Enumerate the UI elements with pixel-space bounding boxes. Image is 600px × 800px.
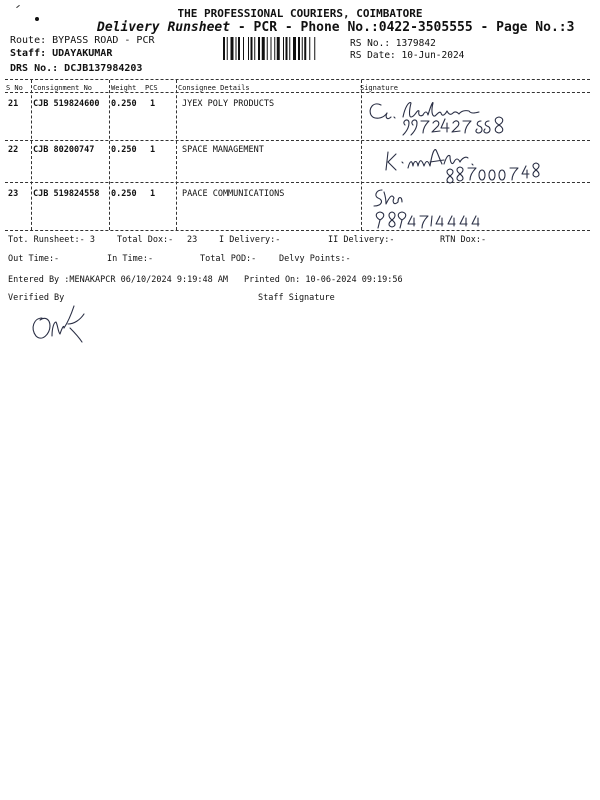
table-row-pcs: 1 [150,145,156,155]
table-row-sno: 23 [8,189,19,199]
signature-row-23-text: 9894714444 [368,186,375,187]
table-row-consignment: CJB 519824558 [33,189,100,199]
staff-label: Staff: UDAYAKUMAR [10,48,113,59]
table-row-weight: 0.250 [111,99,137,109]
column-divider [109,80,110,230]
table-row-sno: 22 [8,145,19,155]
column-header-sno: S No [6,84,23,92]
out-time: Out Time:- [8,254,60,264]
column-header-pcs: PCS [145,84,158,92]
in-time: In Time:- [107,254,154,264]
rtn-dox: RTN Dox:- [440,235,487,245]
column-header-consignment: Consignment No [33,84,93,92]
signature-row-22-text: K. mnAhu. 8870007480 [380,140,393,141]
rs-number: RS No.: 1379842 [350,38,436,49]
table-row-consignee: JYEX POLY PRODUCTS [182,99,275,109]
column-divider [361,80,362,230]
table-row-weight: 0.250 [111,145,137,155]
barcode-image [223,37,345,60]
table-row-consignment: CJB 80200747 [33,145,95,155]
column-header-consignee: Consignee Details [178,84,250,92]
table-row-weight: 0.250 [111,189,137,199]
signature-row-21 [365,95,525,137]
total-dox-value: 23 [187,235,198,245]
drs-number: DRS No.: DCJB137984203 [10,63,143,74]
table-bottom-border [5,230,590,231]
staff-signature-label: Staff Signature [258,293,335,303]
column-divider [176,80,177,230]
table-top-border [5,79,590,80]
route-label: Route: BYPASS ROAD - PCR [10,35,155,46]
total-pod: Total POD:- [200,254,257,264]
i-delivery: I Delivery:- [219,235,281,245]
row-divider [5,182,590,183]
total-runsheet: Tot. Runsheet:- 3 [8,235,95,245]
rs-date: RS Date: 10-Jun-2024 [350,50,465,61]
signature-row-22 [380,140,540,182]
ii-delivery: II Delivery:- [328,235,395,245]
column-header-signature: Signature [360,84,398,92]
column-header-weight: Weight [111,84,137,92]
verified-by-label: Verified By [8,293,65,303]
runsheet-title [97,20,574,35]
signature-row-23 [368,186,508,230]
runsheet-title-details: - PCR - Phone No.:0422-3505555 - Page No.:3 [230,20,575,35]
table-row-sno: 21 [8,99,19,109]
table-header-border [5,92,590,93]
table-row-pcs: 1 [150,189,156,199]
runsheet-title-main: Delivery Runsheet [97,20,231,35]
column-divider [31,80,32,230]
company-name: THE PROFESSIONAL COURIERS, COIMBATORE [177,7,423,20]
table-row-consignee: SPACE MANAGEMENT [182,145,264,155]
table-row-consignee: PAACE COMMUNICATIONS [182,189,285,199]
table-row-pcs: 1 [150,99,156,109]
verifier-initials-signature [28,302,92,346]
total-dox-label: Total Dox:- [117,235,174,245]
table-row-consignment: CJB 519824600 [33,99,100,109]
printed-on: Printed On: 10-06-2024 09:19:56 [244,275,403,285]
delivery-points: Delvy Points:- [279,254,351,264]
entered-by: Entered By :MENAKAPCR 06/10/2024 9:19:48 AM [8,275,229,285]
signature-row-21-text: G. Kndlvsar 9952427658 [365,95,379,96]
